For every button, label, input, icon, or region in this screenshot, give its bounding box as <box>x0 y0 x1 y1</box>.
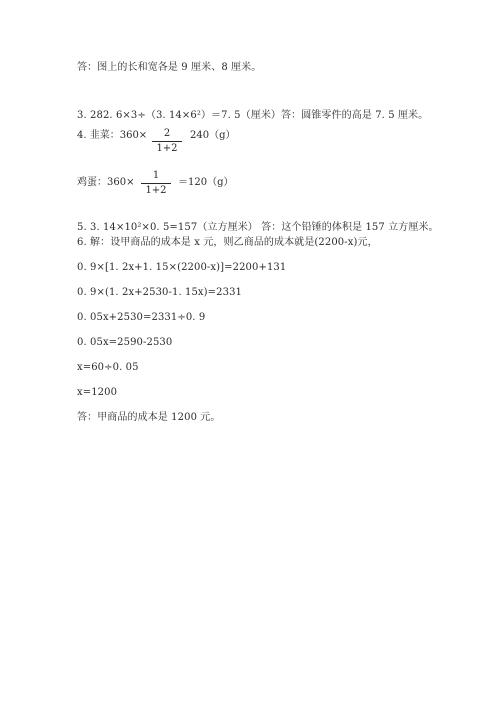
equation-step: x=60÷0. 05 <box>77 362 139 373</box>
leek-fraction-denominator: 1+2 <box>156 143 178 154</box>
fraction-bar <box>141 183 171 184</box>
fraction-bar <box>152 141 182 142</box>
problem-6-setup: 6. 解：设甲商品的成本是 x 元，则乙商品的成本就是(2200-x)元， <box>77 237 378 248</box>
egg-fraction-denominator: 1+2 <box>145 185 167 196</box>
equation-step: x=1200 <box>77 387 118 398</box>
egg-result: ＝120（g） <box>178 177 234 188</box>
final-answer: 答：甲商品的成本是 1200 元。 <box>77 412 221 423</box>
problem-3-solution: 3. 282. 6×3÷（3. 14×6²）＝7. 5（厘米）答：圆锥零件的高是 7. 5 厘米。 <box>77 110 429 121</box>
leek-prefix: 4. 韭菜：360× <box>77 130 148 141</box>
leek-result: 240（g） <box>190 130 236 141</box>
equation-step: 0. 05x+2530=2331÷0. 9 <box>77 312 206 323</box>
leek-fraction-numerator: 2 <box>163 128 171 139</box>
egg-prefix: 鸡蛋：360× <box>77 177 135 188</box>
equation-step: 0. 9×[1. 2x+1. 15×(2200-x)]=2200+131 <box>77 262 287 273</box>
egg-fraction-numerator: 1 <box>152 170 160 181</box>
egg-fraction <box>141 170 171 197</box>
equation-step: 0. 9×(1. 2x+2530-1. 15x)=2331 <box>77 287 243 298</box>
problem-5-solution: 5. 3. 14×10²×0. 5=157（立方厘米） 答：这个铅锤的体积是 157 立方厘米。 <box>77 222 439 233</box>
equation-step: 0. 05x=2590-2530 <box>77 337 173 348</box>
leek-fraction <box>152 128 182 155</box>
answer-dimensions: 答：图上的长和宽各是 9 厘米、8 厘米。 <box>77 62 262 73</box>
